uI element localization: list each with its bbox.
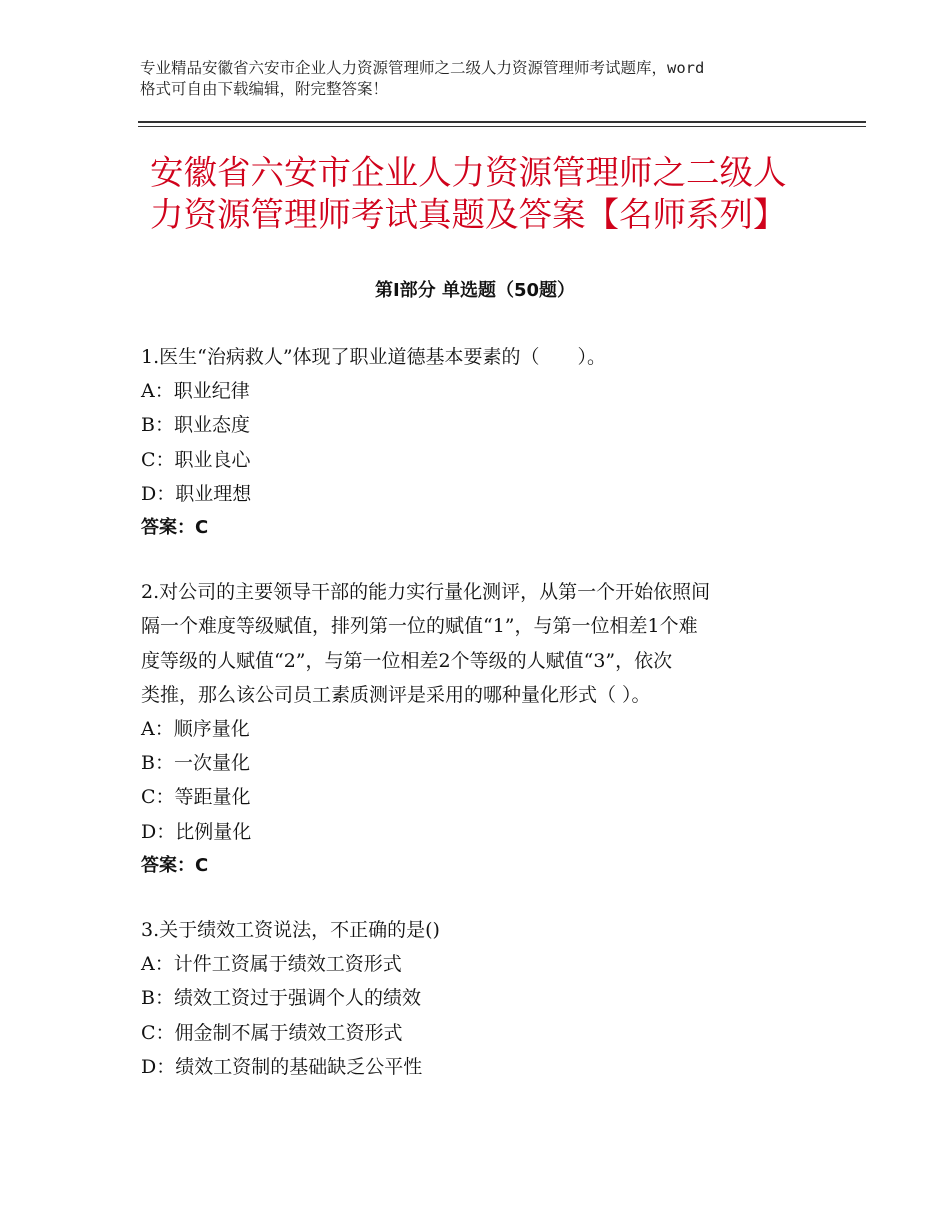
section-title: 第Ⅰ部分 单选题（50题） (374, 280, 575, 301)
question-3 (141, 913, 821, 1084)
header-divider (138, 121, 866, 123)
header-note (140, 58, 820, 100)
header-note-line: 专业精品安徽省六安市企业人力资源管理师之二级人力资源管理师考试题库，word (140, 59, 705, 77)
option-b: B：职业态度 (141, 414, 250, 437)
document-title-line: 力资源管理师考试真题及答案【名师系列】 (150, 195, 787, 234)
option-b: B：一次量化 (141, 752, 250, 775)
option-d: D：比例量化 (141, 820, 252, 843)
question-stem: 类推，那么该公司员工素质测评是采用的哪种量化形式（ ）。 (141, 683, 651, 706)
header-divider-thin (138, 126, 866, 127)
question-stem: 度等级的人赋值“2”，与第一位相差2个等级的人赋值“3”，依次 (141, 649, 673, 672)
option-b: B：绩效工资过于强调个人的绩效 (141, 987, 421, 1010)
option-c: C：职业良心 (141, 448, 251, 471)
option-a: A：计件工资属于绩效工资形式 (141, 953, 402, 976)
question-list (141, 340, 821, 1114)
question-1 (141, 340, 821, 545)
option-a: A：职业纪律 (141, 380, 250, 403)
question-stem: 2.对公司的主要领导干部的能力实行量化测评，从第一个开始依照间 (141, 581, 711, 604)
option-d: D：绩效工资制的基础缺乏公平性 (141, 1055, 423, 1078)
question-stem: 隔一个难度等级赋值，排列第一位的赋值“1”，与第一位相差1个难 (141, 615, 698, 638)
option-d: D：职业理想 (141, 482, 252, 505)
question-2 (141, 575, 821, 883)
answer: 答案：C (141, 517, 209, 539)
document-title-line: 安徽省六安市企业人力资源管理师之二级人 (150, 153, 787, 192)
option-a: A：顺序量化 (141, 718, 250, 741)
header-note-line: 格式可自由下载编辑，附完整答案！ (140, 80, 389, 98)
question-stem: 1.医生“治病救人”体现了职业道德基本要素的（ ）。 (141, 346, 607, 368)
option-c: C：等距量化 (141, 786, 251, 809)
answer: 答案：C (141, 854, 209, 876)
option-c: C：佣金制不属于绩效工资形式 (141, 1021, 403, 1044)
document-title (150, 152, 820, 236)
question-stem: 3.关于绩效工资说法，不正确的是() (141, 919, 440, 942)
